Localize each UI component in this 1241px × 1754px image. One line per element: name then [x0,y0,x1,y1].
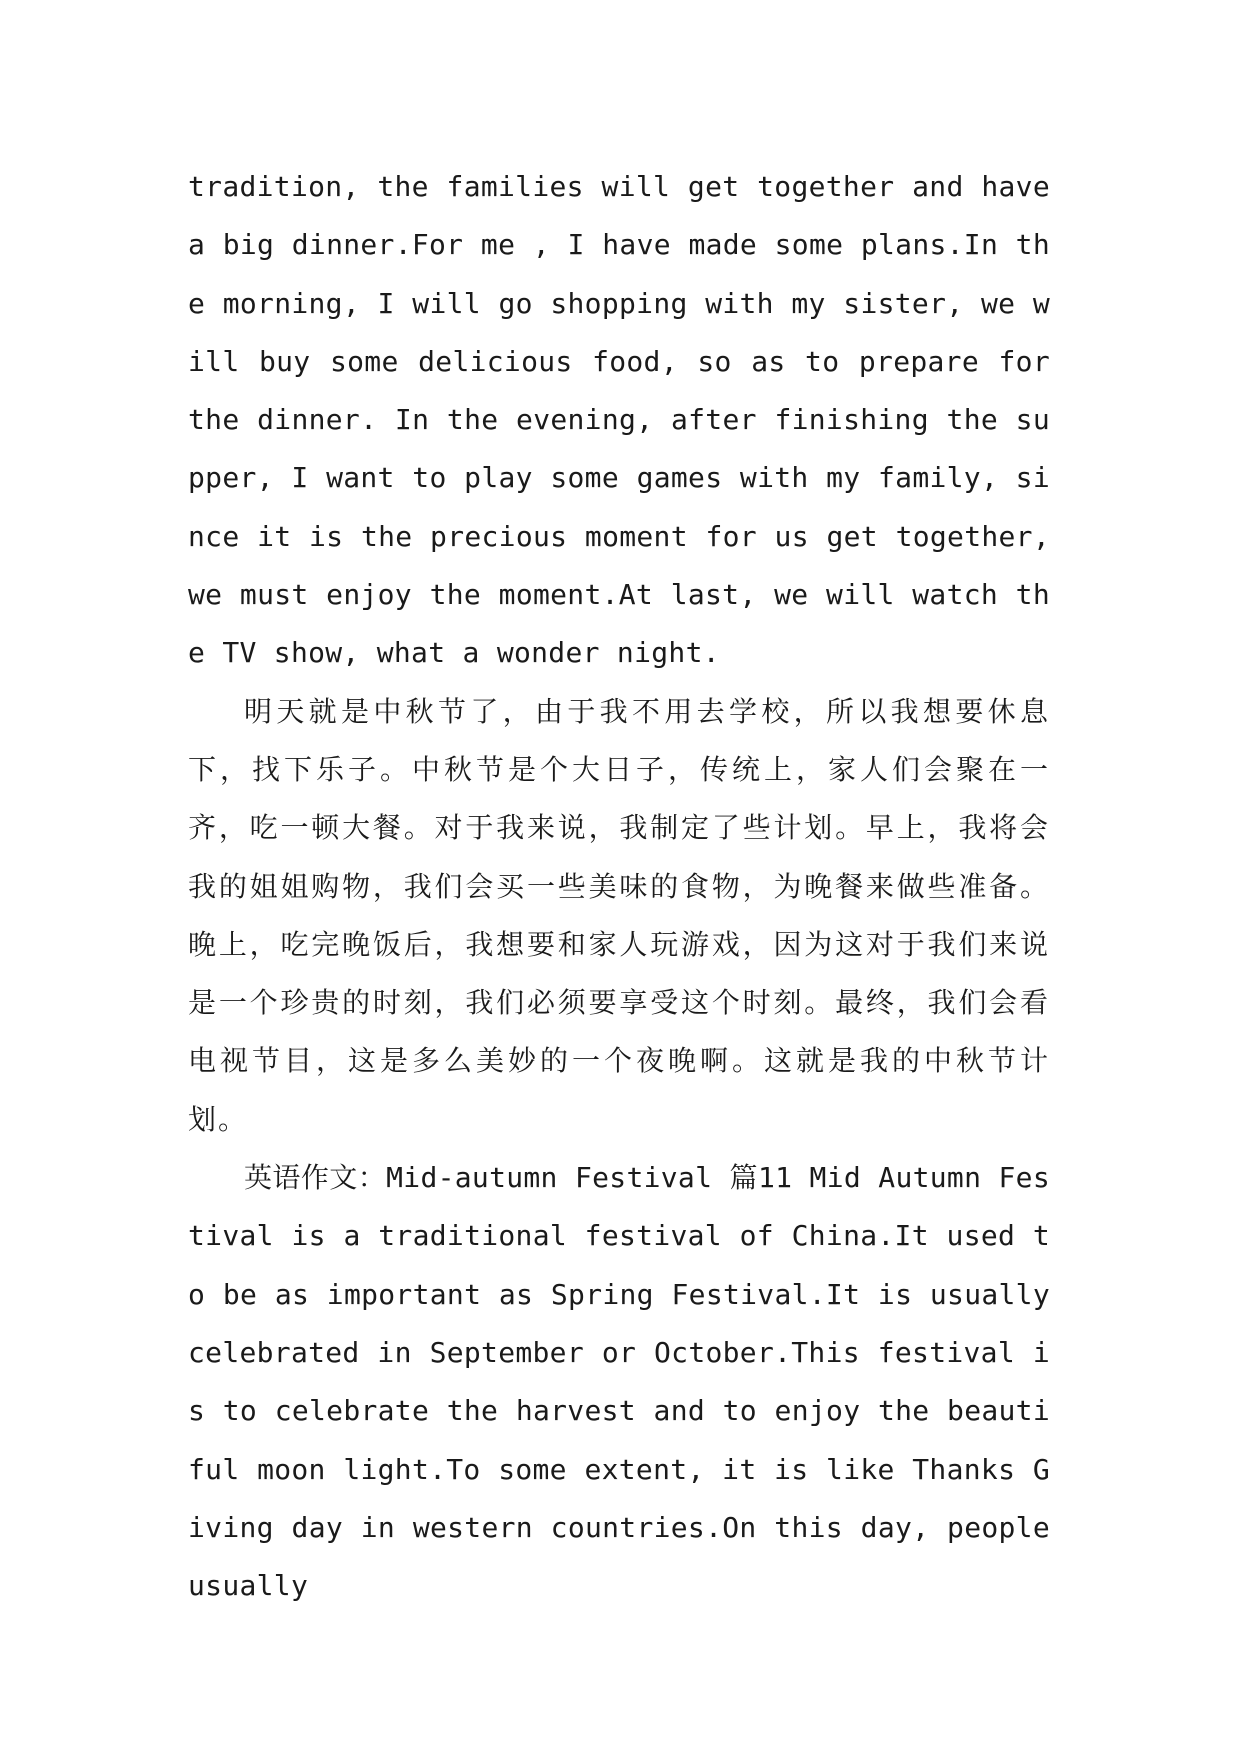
paragraph-english-plans: tradition, the families will get together and have a big dinner.For me , I have made some plans.In the morning, I will go shopping with my sister, we will buy some delicious food, so as to prepare for the dinner. In the evening, after finishing the supper, I want to play some games with my family, since it is the precious moment for us get together, we must enjoy the moment.At last, we will watch the TV show, what a wonder night. [188,170,1050,670]
document-body [188,158,1050,1615]
paragraph-essay-11-intro: 英语作文：Mid-autumn Festival 篇11 Mid Autumn Festival is a traditional festival of China.It used to be as important as Spring Festival.It is usually celebrated in September or October.This festival is to celebrate the harvest and to enjoy the beautiful moon light.To some extent, it is like Thanks Giving day in western countries.On this day, people usually [188,1161,1050,1603]
paragraph-chinese-translation: 明天就是中秋节了，由于我不用去学校，所以我想要休息下，找下乐子。中秋节是个大日子，传统上，家人们会聚在一齐，吃一顿大餐。对于我来说，我制定了些计划。早上，我将会我的姐姐购物，我们会买一些美味的食物，为晚餐来做些准备。晚上，吃完晚饭后，我想要和家人玩游戏，因为这对于我们来说是一个珍贵的时刻，我们必须要享受这个时刻。最终，我们会看电视节目，这是多么美妙的一个夜晚啊。这就是我的中秋节计划。 [188,694,1050,1136]
